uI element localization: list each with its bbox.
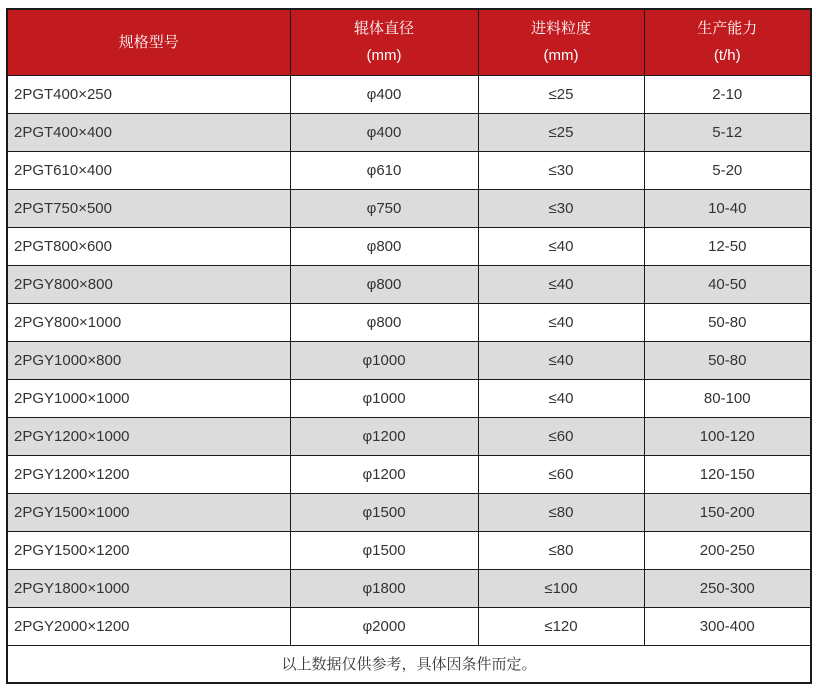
diameter-cell: φ800: [290, 303, 478, 341]
feed-size-cell: ≤40: [478, 341, 644, 379]
capacity-cell: 10-40: [644, 189, 811, 227]
column-unit: (t/h): [713, 47, 741, 65]
feed-size-cell: ≤120: [478, 607, 644, 645]
feed-size-cell: ≤60: [478, 417, 644, 455]
column-header-feed-size: [478, 9, 644, 75]
capacity-cell: 12-50: [644, 227, 811, 265]
column-label: 进料粒度: [530, 20, 591, 38]
diameter-cell: φ2000: [290, 607, 478, 645]
feed-size-cell: ≤40: [478, 265, 644, 303]
diameter-cell: φ800: [290, 265, 478, 303]
table-row: [7, 227, 811, 265]
capacity-cell: 40-50: [644, 265, 811, 303]
capacity-cell: 200-250: [644, 531, 811, 569]
diameter-cell: φ1500: [290, 493, 478, 531]
column-label: 辊体直径: [353, 20, 414, 38]
capacity-cell: 5-20: [644, 151, 811, 189]
feed-size-cell: ≤30: [478, 189, 644, 227]
column-unit: (mm): [366, 47, 402, 65]
table-row: [7, 151, 811, 189]
feed-size-cell: ≤25: [478, 75, 644, 113]
feed-size-cell: ≤80: [478, 531, 644, 569]
model-cell: 2PGY1800×1000: [7, 569, 290, 607]
table-row: [7, 569, 811, 607]
capacity-cell: 80-100: [644, 379, 811, 417]
capacity-cell: 300-400: [644, 607, 811, 645]
table-row: [7, 379, 811, 417]
capacity-cell: 2-10: [644, 75, 811, 113]
model-cell: 2PGY1500×1000: [7, 493, 290, 531]
feed-size-cell: ≤60: [478, 455, 644, 493]
diameter-cell: φ800: [290, 227, 478, 265]
table-row: [7, 341, 811, 379]
table-footer-row: [7, 645, 811, 683]
model-cell: 2PGY1000×1000: [7, 379, 290, 417]
spec-table: [6, 8, 812, 684]
model-cell: 2PGT610×400: [7, 151, 290, 189]
table-row: [7, 417, 811, 455]
capacity-cell: 50-80: [644, 303, 811, 341]
model-cell: 2PGT750×500: [7, 189, 290, 227]
table-footer-note: 以上数据仅供参考，具体因条件而定。: [7, 645, 811, 683]
model-cell: 2PGY800×800: [7, 265, 290, 303]
model-cell: 2PGY1000×800: [7, 341, 290, 379]
feed-size-cell: ≤25: [478, 113, 644, 151]
table-row: [7, 303, 811, 341]
model-cell: 2PGY2000×1200: [7, 607, 290, 645]
model-cell: 2PGY800×1000: [7, 303, 290, 341]
table-row: [7, 607, 811, 645]
spec-table-body: [7, 75, 811, 645]
capacity-cell: 5-12: [644, 113, 811, 151]
table-row: [7, 455, 811, 493]
diameter-cell: φ1000: [290, 379, 478, 417]
capacity-cell: 100-120: [644, 417, 811, 455]
feed-size-cell: ≤40: [478, 227, 644, 265]
diameter-cell: φ400: [290, 113, 478, 151]
column-unit: (mm): [543, 47, 579, 65]
diameter-cell: φ400: [290, 75, 478, 113]
diameter-cell: φ1500: [290, 531, 478, 569]
column-header-diameter: [290, 9, 478, 75]
model-cell: 2PGT400×400: [7, 113, 290, 151]
diameter-cell: φ1800: [290, 569, 478, 607]
diameter-cell: φ610: [290, 151, 478, 189]
table-row: [7, 113, 811, 151]
table-header-row: [7, 9, 811, 75]
feed-size-cell: ≤80: [478, 493, 644, 531]
diameter-cell: φ1000: [290, 341, 478, 379]
capacity-cell: 150-200: [644, 493, 811, 531]
column-header-capacity: [644, 9, 811, 75]
model-cell: 2PGY1200×1000: [7, 417, 290, 455]
model-cell: 2PGT800×600: [7, 227, 290, 265]
model-cell: 2PGY1500×1200: [7, 531, 290, 569]
table-row: [7, 531, 811, 569]
diameter-cell: φ750: [290, 189, 478, 227]
model-cell: 2PGY1200×1200: [7, 455, 290, 493]
feed-size-cell: ≤40: [478, 379, 644, 417]
capacity-cell: 120-150: [644, 455, 811, 493]
diameter-cell: φ1200: [290, 455, 478, 493]
diameter-cell: φ1200: [290, 417, 478, 455]
column-label: 规格型号: [118, 33, 179, 51]
capacity-cell: 250-300: [644, 569, 811, 607]
capacity-cell: 50-80: [644, 341, 811, 379]
column-label: 生产能力: [697, 20, 758, 38]
feed-size-cell: ≤40: [478, 303, 644, 341]
table-row: [7, 189, 811, 227]
model-cell: 2PGT400×250: [7, 75, 290, 113]
feed-size-cell: ≤100: [478, 569, 644, 607]
feed-size-cell: ≤30: [478, 151, 644, 189]
table-row: [7, 265, 811, 303]
table-row: [7, 493, 811, 531]
column-header-model: [7, 9, 290, 75]
table-row: [7, 75, 811, 113]
